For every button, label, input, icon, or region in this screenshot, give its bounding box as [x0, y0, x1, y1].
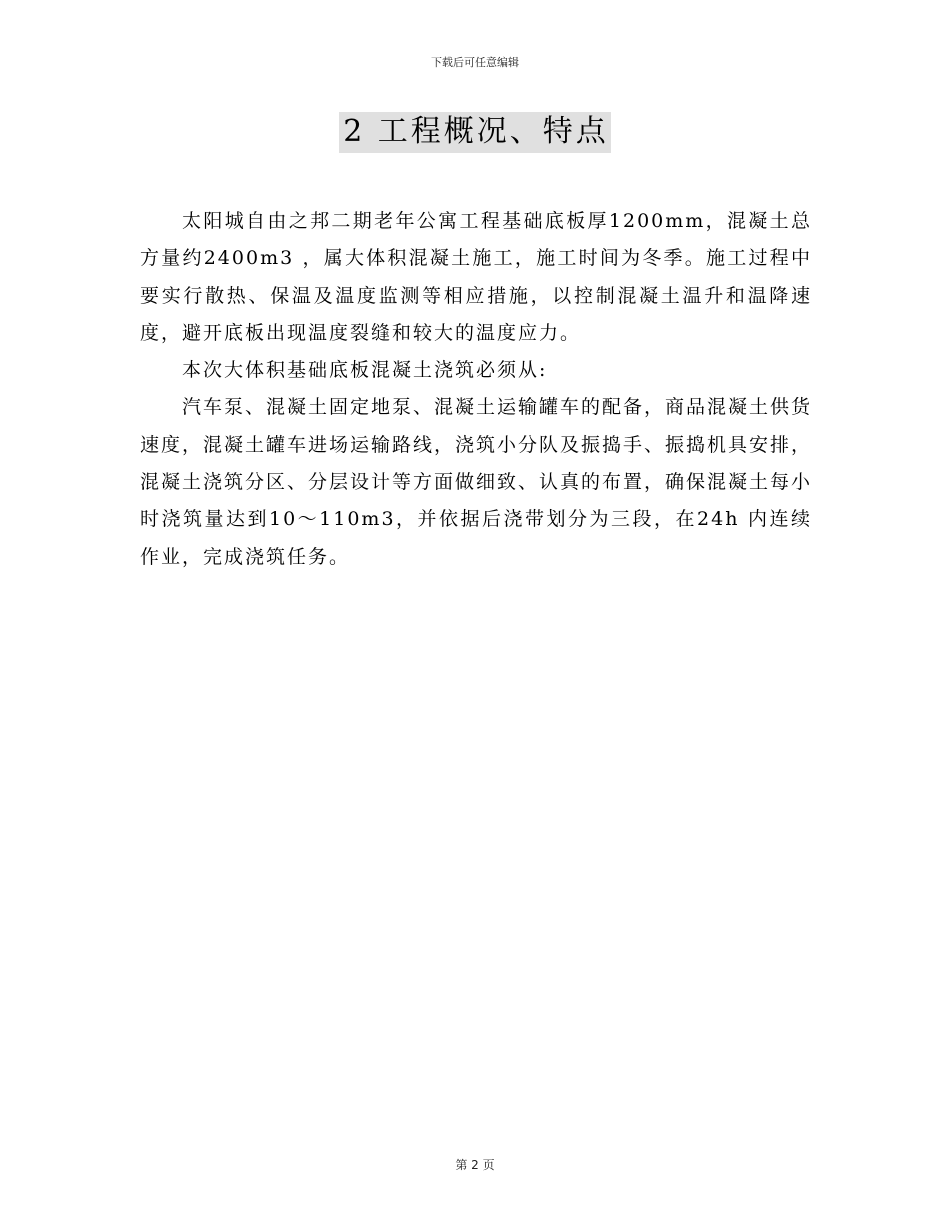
paragraph-project-overview: 太阳城自由之邦二期老年公寓工程基础底板厚1200mm，混凝土总方量约2400m3 ，属大体积混凝土施工，施工时间为冬季。施工过程中要实行散热、保温及温度监测等相应措施，以控制混凝土温升和温降速度，避开底板出现温度裂缝和较大的温度应力。	[140, 210, 812, 344]
paragraph-pouring-intro: 本次大体积基础底板混凝土浇筑必须从:	[182, 359, 548, 382]
page-number: 第 2 页	[455, 1158, 495, 1172]
paragraph-pouring-arrangements: 汽车泵、混凝土固定地泵、混凝土运输罐车的配备，商品混凝土供货速度，混凝土罐车进场运输路线，浇筑小分队及振捣手、振捣机具安排，混凝土浇筑分区、分层设计等方面做细致、认真的布置，确保混凝土每小时浇筑量达到10～110m3，并依据后浇带划分为三段，在24h 内连续作业，完成浇筑任务。	[140, 396, 813, 568]
section-heading-container	[0, 112, 950, 153]
section-heading: 2 工程概况、特点	[339, 112, 611, 153]
body-text	[140, 203, 812, 576]
page-header-note: 下载后可任意编辑	[431, 56, 519, 69]
